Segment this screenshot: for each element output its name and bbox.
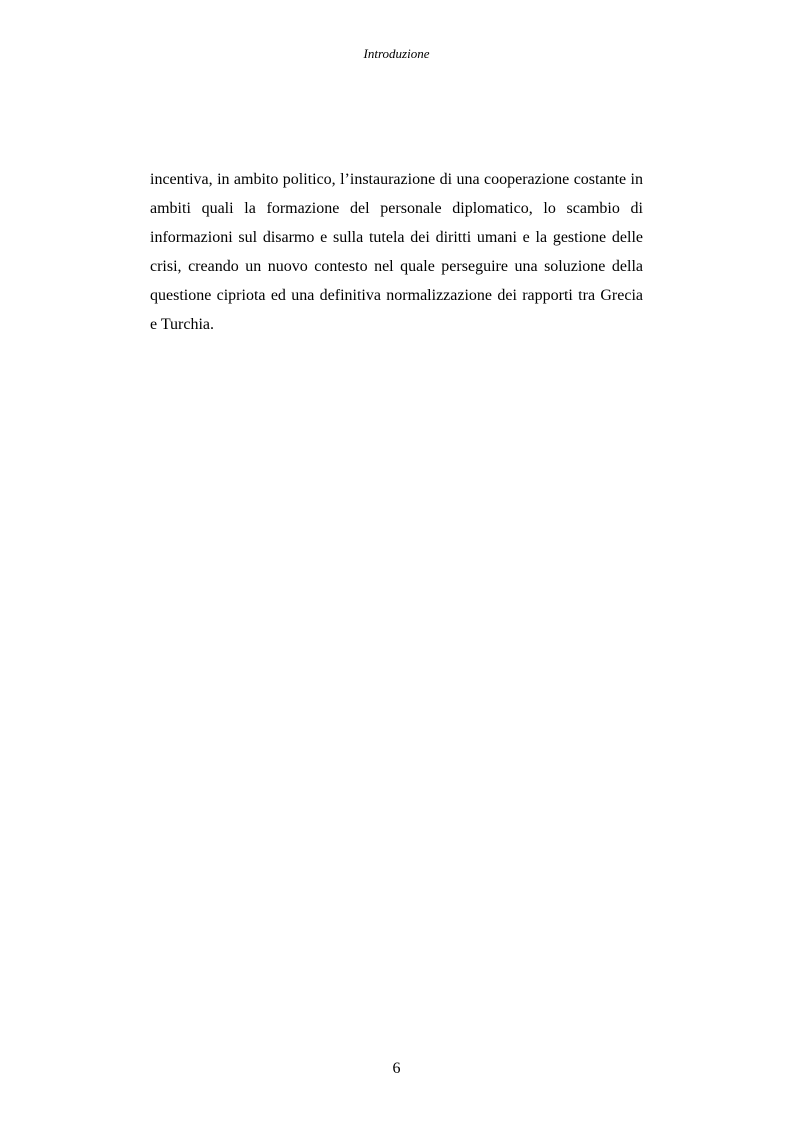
paragraph-line: questione cipriota ed una definitiva normalizzazione dei rapporti tra Grecia	[150, 287, 643, 304]
body-paragraph	[150, 165, 643, 339]
running-header: Introduzione	[363, 46, 430, 61]
paragraph-line: ambiti quali la formazione del personale diplomatico, lo scambio di	[150, 200, 643, 217]
paragraph-line: e Turchia.	[150, 316, 214, 333]
paragraph-line: informazioni sul disarmo e sulla tutela dei diritti umani e la gestione delle	[150, 229, 643, 246]
paragraph-line: incentiva, in ambito politico, l’instaurazione di una cooperazione costante in	[150, 171, 643, 188]
paragraph-line: crisi, creando un nuovo contesto nel quale perseguire una soluzione della	[150, 258, 643, 275]
page-number: 6	[392, 1060, 401, 1077]
